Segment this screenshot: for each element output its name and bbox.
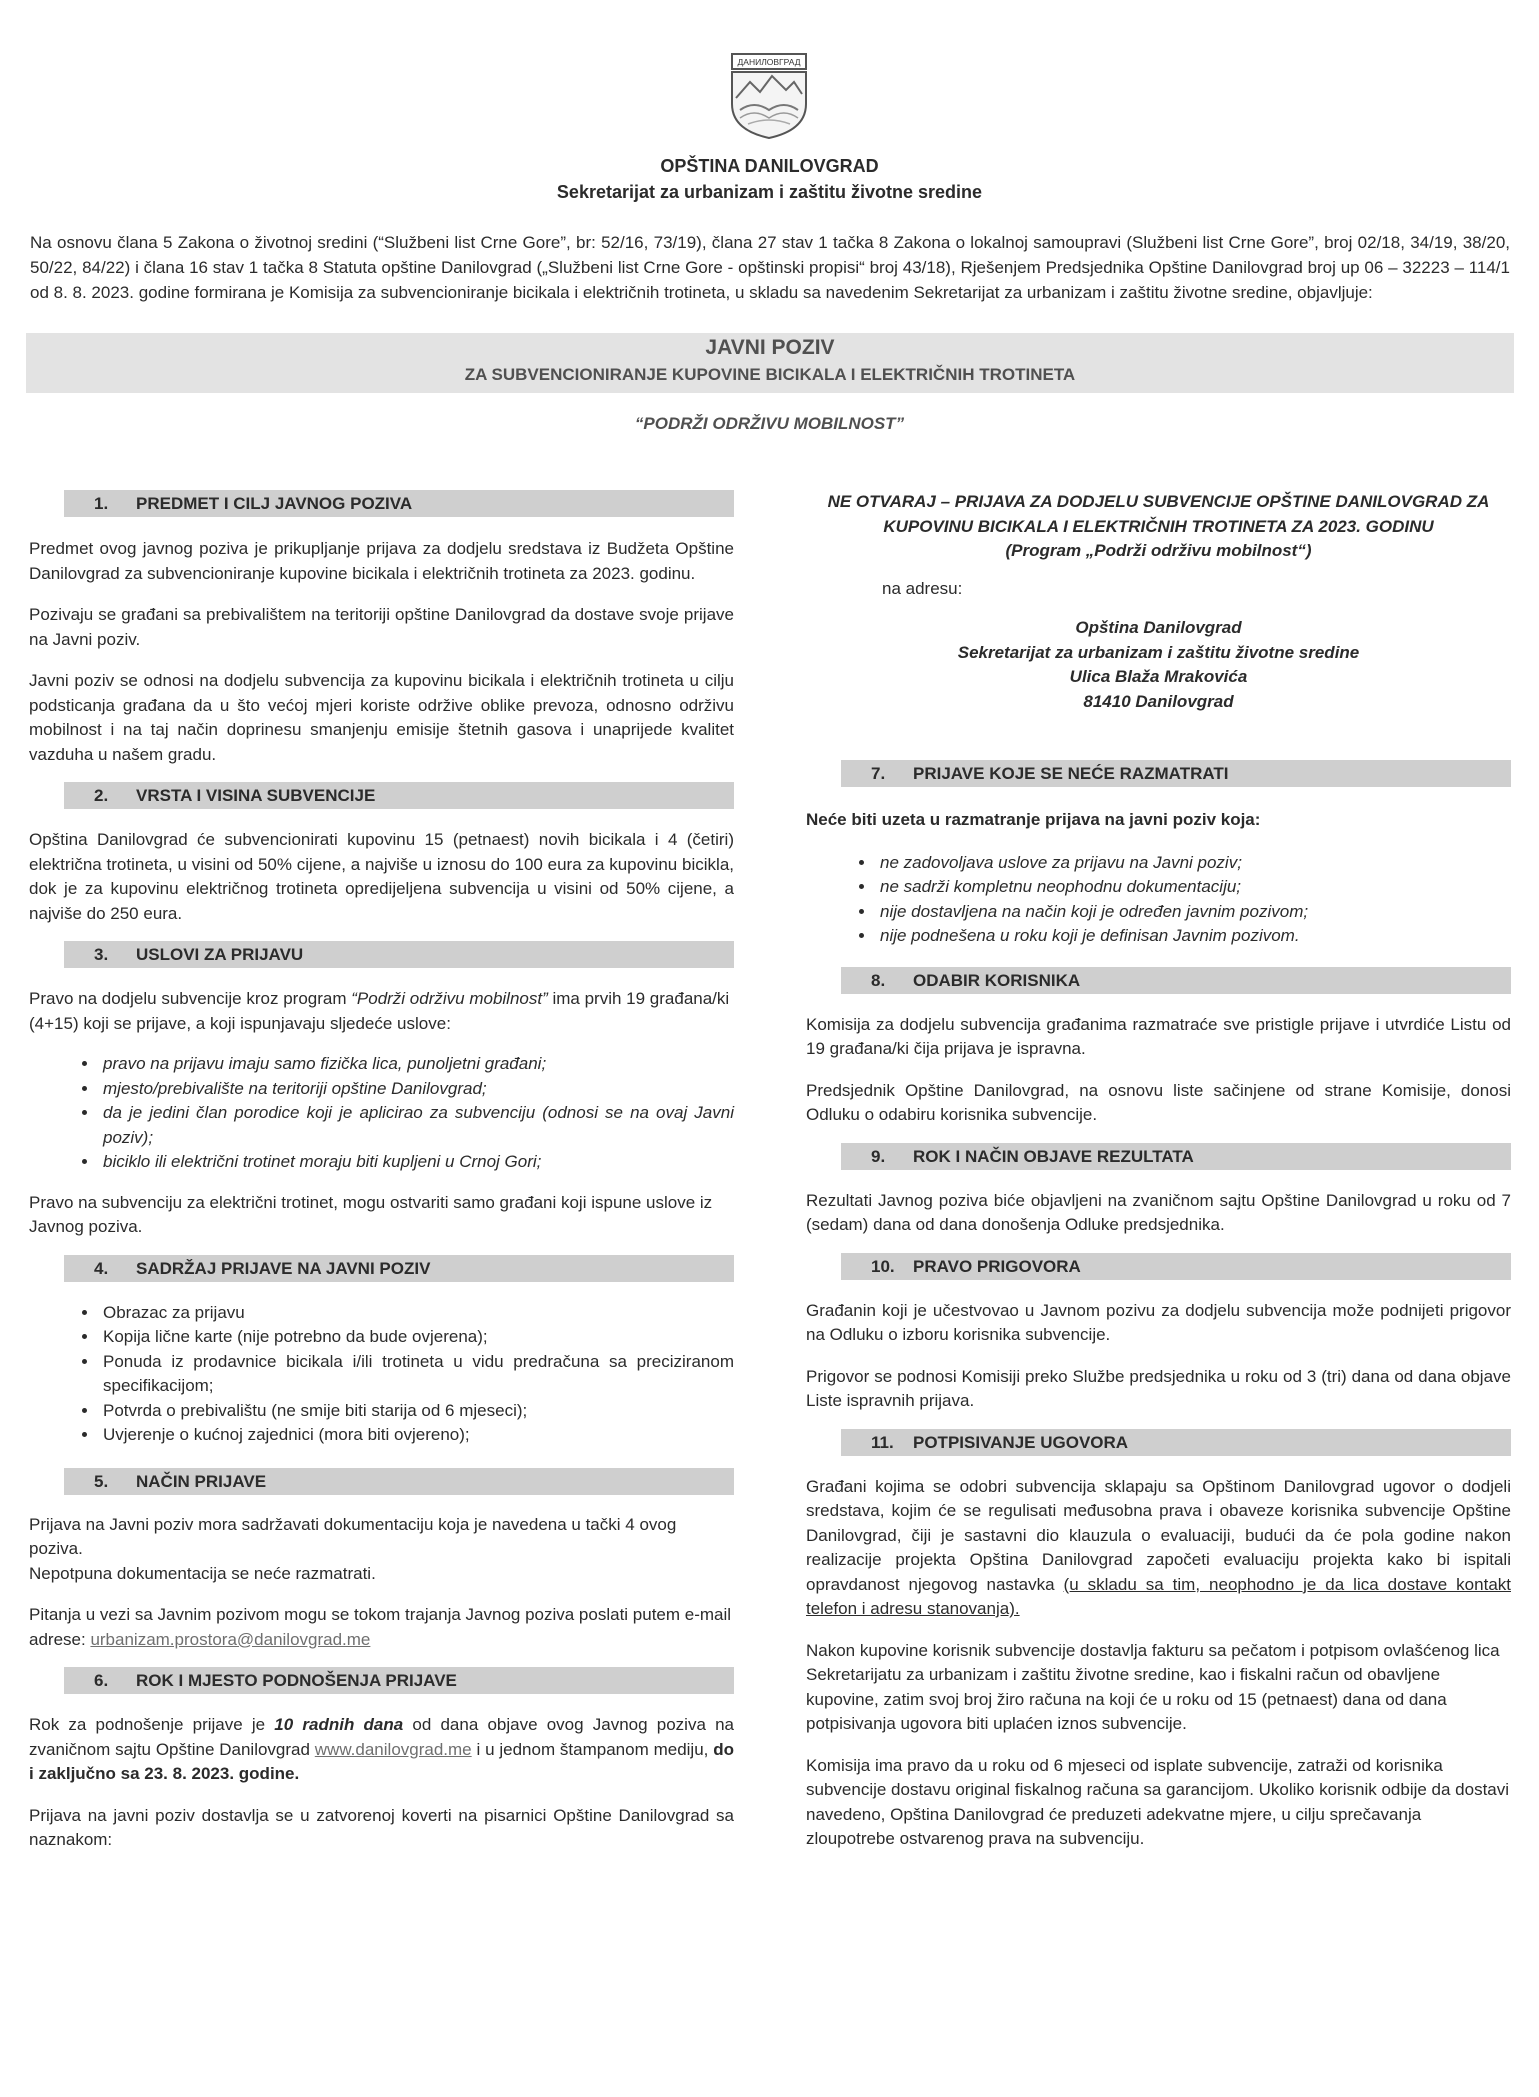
envelope-notice	[806, 490, 1511, 564]
section-title: SADRŽAJ PRIJAVE NA JAVNI POZIV	[136, 1258, 431, 1278]
list-item: • mjesto/prebivalište na teritoriji opštine Danilovgrad;	[99, 1077, 734, 1102]
section-title: PRAVO PRIGOVORA	[913, 1256, 1081, 1276]
paragraph: Prijava na Javni poziv mora sadržavati dokumentaciju koja je navedena u tački 4 ovog poziva.	[29, 1514, 677, 1558]
section-number: 5.	[94, 1471, 109, 1491]
section-title: ROK I MJESTO PODNOŠENJA PRIJAVE	[136, 1671, 457, 1690]
paragraph: Predmet ovog javnog poziva je prikupljanje prijava za dodjelu sredstava iz Budžeta Opštine Danilovgrad za subvencioniranje kupovine bicikala i električnih trotineta za 2023. godinu.	[29, 539, 734, 583]
section-title: POTPISIVANJE UGOVORA	[913, 1432, 1129, 1452]
text-run: Pravo na dodjelu subvencije kroz program	[29, 989, 352, 1008]
list-item: • Potvrda o prebivalištu (ne smije biti starija od 6 mjeseci);	[99, 1399, 734, 1424]
section-header-7	[841, 760, 1511, 787]
paragraph: Građanin koji je učestvovao u Javnom pozivu za dodjelu subvencija može podnijeti prigovor na Odluku o izboru korisnika subvencije.	[806, 1300, 1511, 1344]
section-number: 4.	[94, 1258, 109, 1278]
notice-line: KUPOVINU BICIKALA I ELEKTRIČNIH TROTINETA ZA 2023. GODINU	[883, 516, 1434, 536]
deadline-date: do i zaključno sa 23. 8. 2023. godine.	[29, 1739, 734, 1783]
notice-line: (Program „Podrži održivu mobilnost“)	[1005, 541, 1312, 560]
section-number: 7.	[871, 764, 886, 783]
section-number: 9.	[871, 1146, 886, 1166]
address-label: na adresu:	[882, 578, 963, 598]
email-link[interactable]: urbanizam.prostora@danilovgrad.me	[90, 1629, 371, 1649]
paragraph	[29, 987, 734, 1036]
section-number: 2.	[94, 786, 109, 805]
list-item: • ne sadrži kompletnu neophodnu dokumentaciju;	[876, 875, 1511, 900]
title-banner	[26, 333, 1514, 393]
section-header-11	[841, 1429, 1511, 1456]
left-column	[29, 490, 734, 1853]
program-name: “Podrži održivu mobilnost”	[351, 989, 548, 1008]
section-title: PREDMET I CILJ JAVNOG POZIVA	[136, 494, 413, 513]
paragraph: Opština Danilovgrad će subvencionirati kupovinu 15 (petnaest) novih bicikala i 4 (četiri) električna trotineta, u visini od 50% cijene, a najviše u iznosu do 100 eura za kupovinu bicikla, dok je za kupovinu električnog trotineta opredijeljena subvencija u visini od 50% cijene, a najviše do 250 eura.	[29, 830, 734, 923]
section-title: ROK I NAČIN OBJAVE REZULTATA	[913, 1146, 1194, 1166]
banner-title: JAVNI POZIV	[705, 336, 835, 359]
section-title: VRSTA I VISINA SUBVENCIJE	[136, 786, 376, 805]
list-item: • Ponuda iz prodavnice bicikala i/ili trotineta u vidu predračuna sa preciziranom specifikacijom;	[99, 1350, 734, 1399]
paragraph: Pozivaju se građani sa prebivalištem na teritoriji opštine Danilovgrad da dostave svoje prijave na Javni poziv.	[29, 605, 734, 649]
text-run: Rok za podnošenje prijave je	[29, 1715, 275, 1734]
section-header-8	[841, 967, 1511, 994]
website-link[interactable]: www.danilovgrad.me	[314, 1739, 472, 1759]
crest-label: ДАНИЛОВГРАД	[737, 57, 801, 67]
paragraph: Predsjednik Opštine Danilovgrad, na osnovu liste sačinjene od strane Komisije, donosi Odluku o odabiru korisnika subvencije.	[806, 1080, 1511, 1124]
mailing-address	[806, 616, 1511, 714]
paragraph	[29, 1713, 734, 1787]
paragraph: Prigovor se podnosi Komisiji preko Službe predsjednika u roku od 3 (tri) dana od dana objave Liste ispravnih prijava.	[806, 1366, 1511, 1410]
section-title: NAČIN PRIJAVE	[136, 1471, 267, 1491]
section-header-3	[64, 941, 734, 968]
paragraph	[806, 1475, 1511, 1622]
section-header-4	[64, 1255, 734, 1282]
address-line: Ulica Blaža Mrakovića	[1069, 667, 1248, 686]
paragraph: Komisija ima pravo da u roku od 6 mjeseci od isplate subvencije, zatraži od korisnika subvencije dostavu original fiskalnog računa sa garancijom. Ukoliko korisnik odbije da dostavi navedeno, Opština Danilovgrad će preduzeti adekvatne mjere, u cilju sprečavanja zloupotrebe ostvarenog prava na subvenciju.	[806, 1755, 1510, 1848]
underlined-note: (u skladu sa tim, neophodno je da lica dostave kontakt telefon i adresu stanovanja).	[806, 1574, 1511, 1618]
paragraph	[29, 1603, 734, 1652]
section-header-10	[841, 1253, 1511, 1280]
conditions-list	[29, 1052, 734, 1175]
section-header-1	[64, 490, 734, 517]
section-lead: Neće biti uzeta u razmatranje prijava na javni poziv koja:	[806, 810, 1261, 829]
list-item: • pravo na prijavu imaju samo fizička lica, punoljetni građani;	[99, 1052, 734, 1077]
address-line: 81410 Danilovgrad	[1083, 691, 1234, 711]
section-number: 1.	[94, 494, 109, 513]
section-number: 11.	[871, 1432, 894, 1452]
right-column	[806, 490, 1511, 1852]
list-item: • biciklo ili električni trotinet moraju biti kupljeni u Crnoj Gori;	[99, 1150, 734, 1175]
list-item: • Obrazac za prijavu	[99, 1301, 734, 1326]
section-title: ODABIR KORISNIKA	[913, 970, 1081, 990]
list-item: • nije podnešena u roku koji je definisan Javnim pozivom.	[876, 924, 1511, 949]
list-item: • nije dostavljena na način koji je određen javnim pozivom;	[876, 900, 1511, 925]
paragraph: Prijava na javni poziv dostavlja se u zatvorenoj koverti na pisarnici Opštine Danilovgrad sa naznakom:	[29, 1805, 734, 1849]
section-number: 3.	[94, 945, 109, 964]
section-number: 10.	[871, 1256, 895, 1276]
text-run: od dana objave ovog Javnog poziva na zvaničnom sajtu Opštine Danilovgrad	[29, 1715, 734, 1759]
list-item: • Uvjerenje o kućnoj zajednici (mora biti ovjereno);	[99, 1423, 734, 1448]
paragraph: Rezultati Javnog poziva biće objavljeni na zvaničnom sajtu Opštine Danilovgrad u roku od 7 (sedam) dana od dana donošenja Odluke predsjednika.	[806, 1190, 1511, 1234]
paragraph: Javni poziv se odnosi na dodjelu subvencija za kupovinu bicikala i električnih trotineta u cilju podsticanja građana da u što većoj mjeri koriste održive oblike prevoza, odnosno održivu mobilnost i na taj način doprinesu smanjenju emisije štetnih gasova i unaprijede kvalitet vazduha u našem gradu.	[29, 671, 734, 764]
list-item: • ne zadovoljava uslove za prijavu na Javni poziv;	[876, 851, 1511, 876]
intro-text: Na osnovu člana 5 Zakona o životnoj sredini (“Službeni list Crne Gore”, br: 52/16, 73/19), člana 27 stav 1 tačka 8 Zakona o lokalnoj samoupravi (Službeni list Crne Gore”, broj 02/18, 34/19, 38/20, 50/22, 84/22) i člana 16 stav 1 tačka 8 Statuta opštine Danilovgrad („Službeni list Crne Gore - opštinski propisi“ broj 43/18), Rješenjem Predsjednika Opštine Danilovgrad broj up 06 – 32223 – 114/1 od 8. 8. 2023. godine formirana je Komisija za subvencioniranje bicikala i električnih trotineta, u skladu sa navedenim Sekretarijat za urbanizam i zaštitu životne sredine, objavljuje:	[30, 233, 1510, 302]
municipality-title: OPŠTINA DANILOVGRAD	[660, 156, 879, 176]
section-number: 6.	[94, 1671, 109, 1690]
list-item: • Kopija lične karte (nije potrebno da bude ovjerena);	[99, 1325, 734, 1350]
required-documents-list	[29, 1301, 734, 1448]
municipal-crest-icon	[718, 52, 820, 140]
secretariat-title: Sekretarijat za urbanizam i zaštitu životne sredine	[556, 182, 983, 202]
section-number: 8.	[871, 970, 886, 990]
rejection-criteria-list	[806, 851, 1511, 949]
banner-subtitle: ZA SUBVENCIONIRANJE KUPOVINE BICIKALA I ELEKTRIČNIH TROTINETA	[464, 365, 1076, 384]
intro-paragraph	[30, 230, 1510, 305]
notice-line: NE OTVARAJ – PRIJAVA ZA DODJELU SUBVENCIJE OPŠTINE DANILOVGRAD ZA	[827, 492, 1490, 511]
text-run: Pitanja u vezi sa Javnim pozivom mogu se tokom trajanja Javnog poziva poslati putem e-mail adrese:	[29, 1605, 732, 1649]
section-title: PRIJAVE KOJE SE NEĆE RAZMATRATI	[913, 764, 1229, 783]
program-motto: “PODRŽI ODRŽIVU MOBILNOST”	[634, 414, 905, 433]
deadline-days: 10 radnih dana	[274, 1715, 404, 1734]
section-header-2	[64, 782, 734, 809]
paragraph: Komisija za dodjelu subvencija građanima razmatraće sve pristigle prijave i utvrdiće Listu od 19 građana/ki čija prijava je ispravna.	[806, 1014, 1511, 1058]
paragraph: Nakon kupovine korisnik subvencije dostavlja fakturu sa pečatom i potpisom ovlašćenog lica Sekretarijatu za urbanizam i zaštitu životne sredine, kao i fiskalni račun od obavljene kupovine, zatim svoj broj žiro računa na koji će u roku od 15 (petnaest) dana od dana potpisivanja ugovora biti uplaćen iznos subvencije.	[806, 1640, 1500, 1733]
text-run: Građani kojima se odobri subvencija sklapaju sa Opštinom Danilovgrad ugovor o dodjeli sredstava, kojim će se regulisati međusobna prava i obaveze korisnika subvencije Opštine Danilovgrad, čiji je sastavni dio klauzula o evaluaciji, budući da će pola godine nakon realizacije projekta Opština Danilovgrad započeti evaluaciju projekta kako bi ispitali opravdanost njegovog nastavka	[806, 1476, 1511, 1594]
paragraph: Nepotpuna dokumentacija se neće razmatrati.	[29, 1563, 376, 1583]
section-header-5	[64, 1468, 734, 1495]
section-title: USLOVI ZA PRIJAVU	[136, 945, 304, 964]
text-run: ima prvih 19 građana/ki (4+15) koji se prijave, a koji ispunjavaju sljedeće uslove:	[29, 989, 730, 1033]
section-header-9	[841, 1143, 1511, 1170]
address-line: Sekretarijat za urbanizam i zaštitu životne sredine	[957, 642, 1360, 662]
address-line: Opština Danilovgrad	[1075, 618, 1242, 637]
list-item: • da je jedini član porodice koji je aplicirao za subvenciju (odnosi se na ovaj Javni poziv);	[99, 1101, 734, 1150]
section-header-6	[64, 1667, 734, 1694]
paragraph: Pravo na subvenciju za električni trotinet, mogu ostvariti samo građani koji ispune uslove iz Javnog poziva.	[29, 1192, 713, 1236]
text-run: i u jednom štampanom mediju,	[471, 1739, 714, 1759]
